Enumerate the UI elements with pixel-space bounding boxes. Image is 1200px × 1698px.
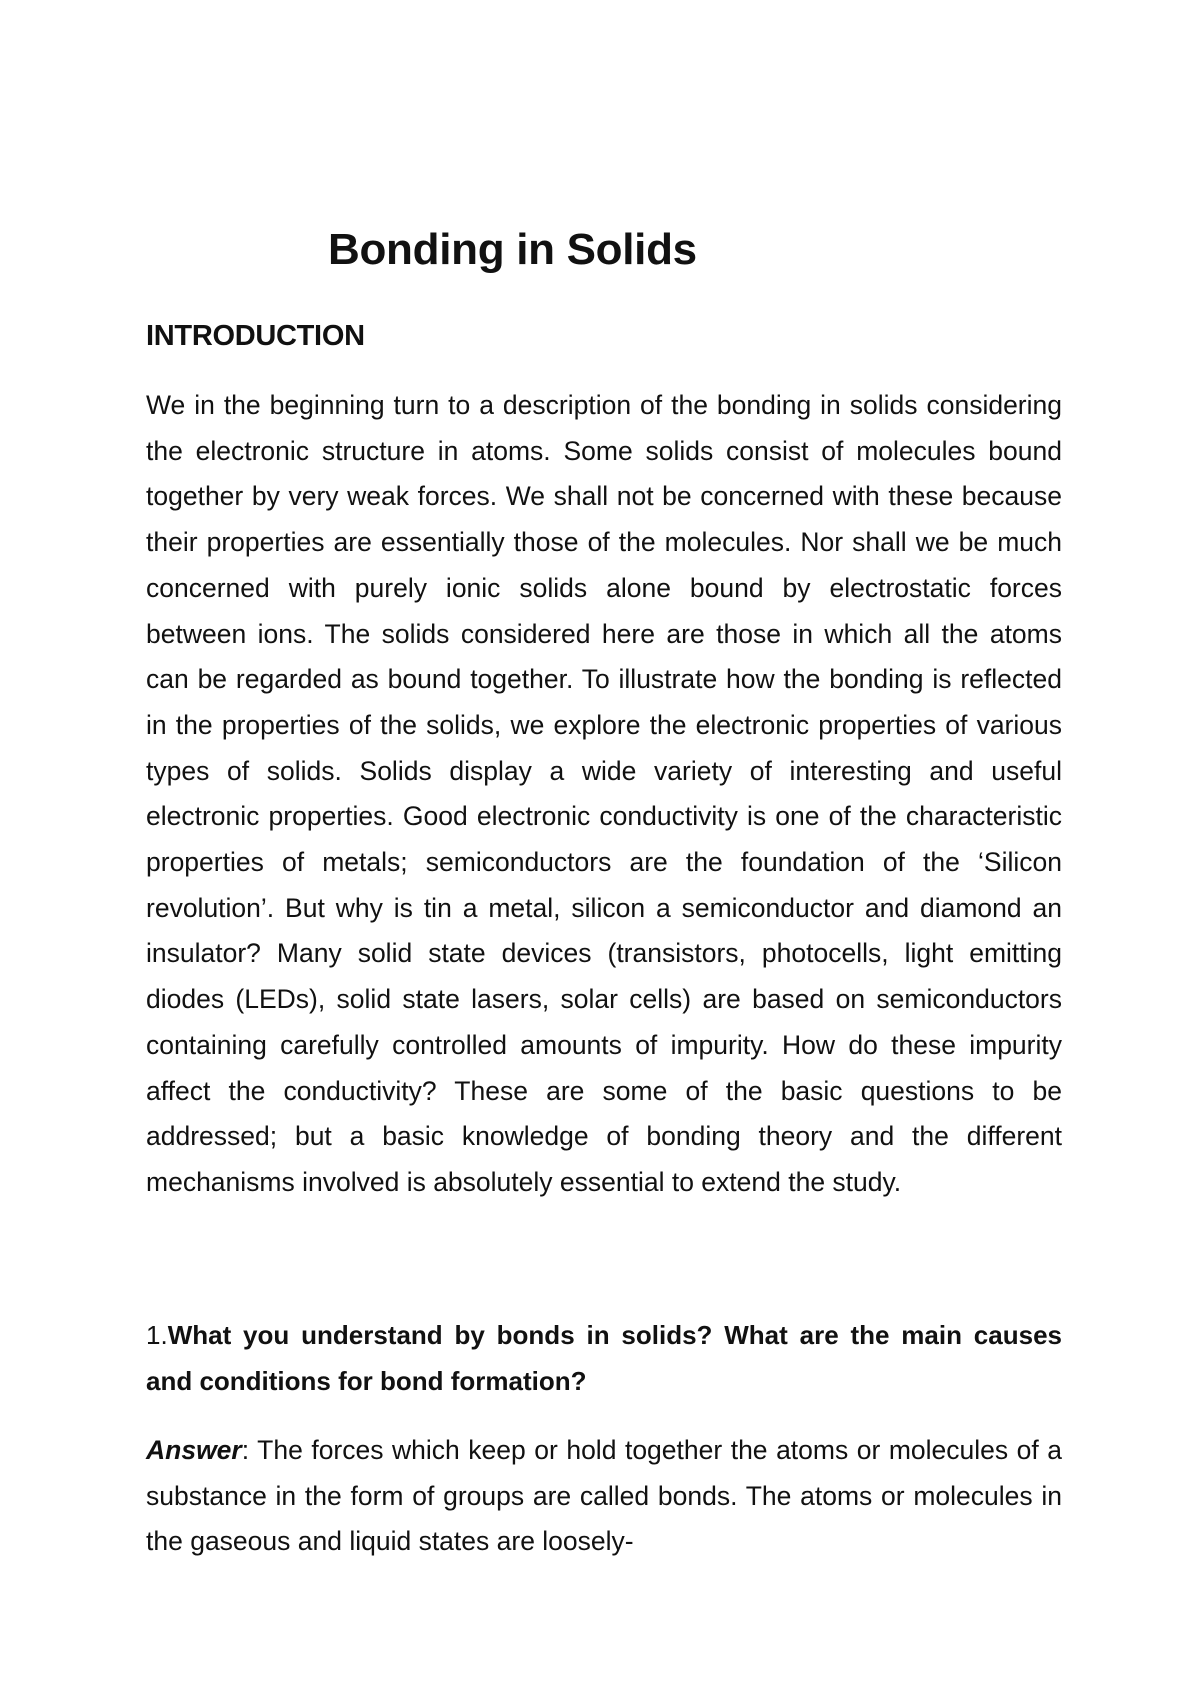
answer-separator: :	[241, 1435, 250, 1465]
answer-paragraph	[146, 1428, 1062, 1565]
intro-paragraph: We in the beginning turn to a description of the bonding in solids considering the electronic structure in atoms. Some solids consist of molecules bound together by very weak forces. We shall not be concerned with these because their properties are essentially those of the molecules. Nor shall we be much concerned with purely ionic solids alone bound by electrostatic forces between ions. The solids considered here are those in which all the atoms can be regarded as bound together. To illustrate how the bonding is reflected in the properties of the solids, we explore the electronic properties of various types of solids. Solids display a wide variety of interesting and useful electronic properties. Good electronic conductivity is one of the characteristic properties of metals; semiconductors are the foundation of the ‘Silicon revolution’. But why is tin a metal, silicon a semiconductor and diamond an insulator? Many solid state devices (transistors, photocells, light emitting diodes (LEDs), solid state lasers, solar cells) are based on semiconductors containing carefully controlled amounts of impurity. How do these impurity affect the conductivity? These are some of the basic questions to be addressed; but a basic knowledge of bonding theory and the different mechanisms involved is absolutely essential to extend the study.	[146, 390, 1062, 1197]
section-heading-introduction: INTRODUCTION	[146, 320, 365, 352]
question-paragraph	[146, 1312, 1062, 1404]
answer-text: The forces which keep or hold together the atoms or molecules of a substance in the form of groups are called bonds. The atoms or molecules in the gaseous and liquid states are loosely-	[146, 1435, 1062, 1557]
document-title: Bonding in Solids	[328, 225, 697, 274]
question-text: What you understand by bonds in solids? What are the main causes and conditions for bond formation?	[146, 1320, 1062, 1396]
question-number: 1.	[146, 1320, 168, 1350]
answer-label: Answer	[146, 1435, 242, 1465]
